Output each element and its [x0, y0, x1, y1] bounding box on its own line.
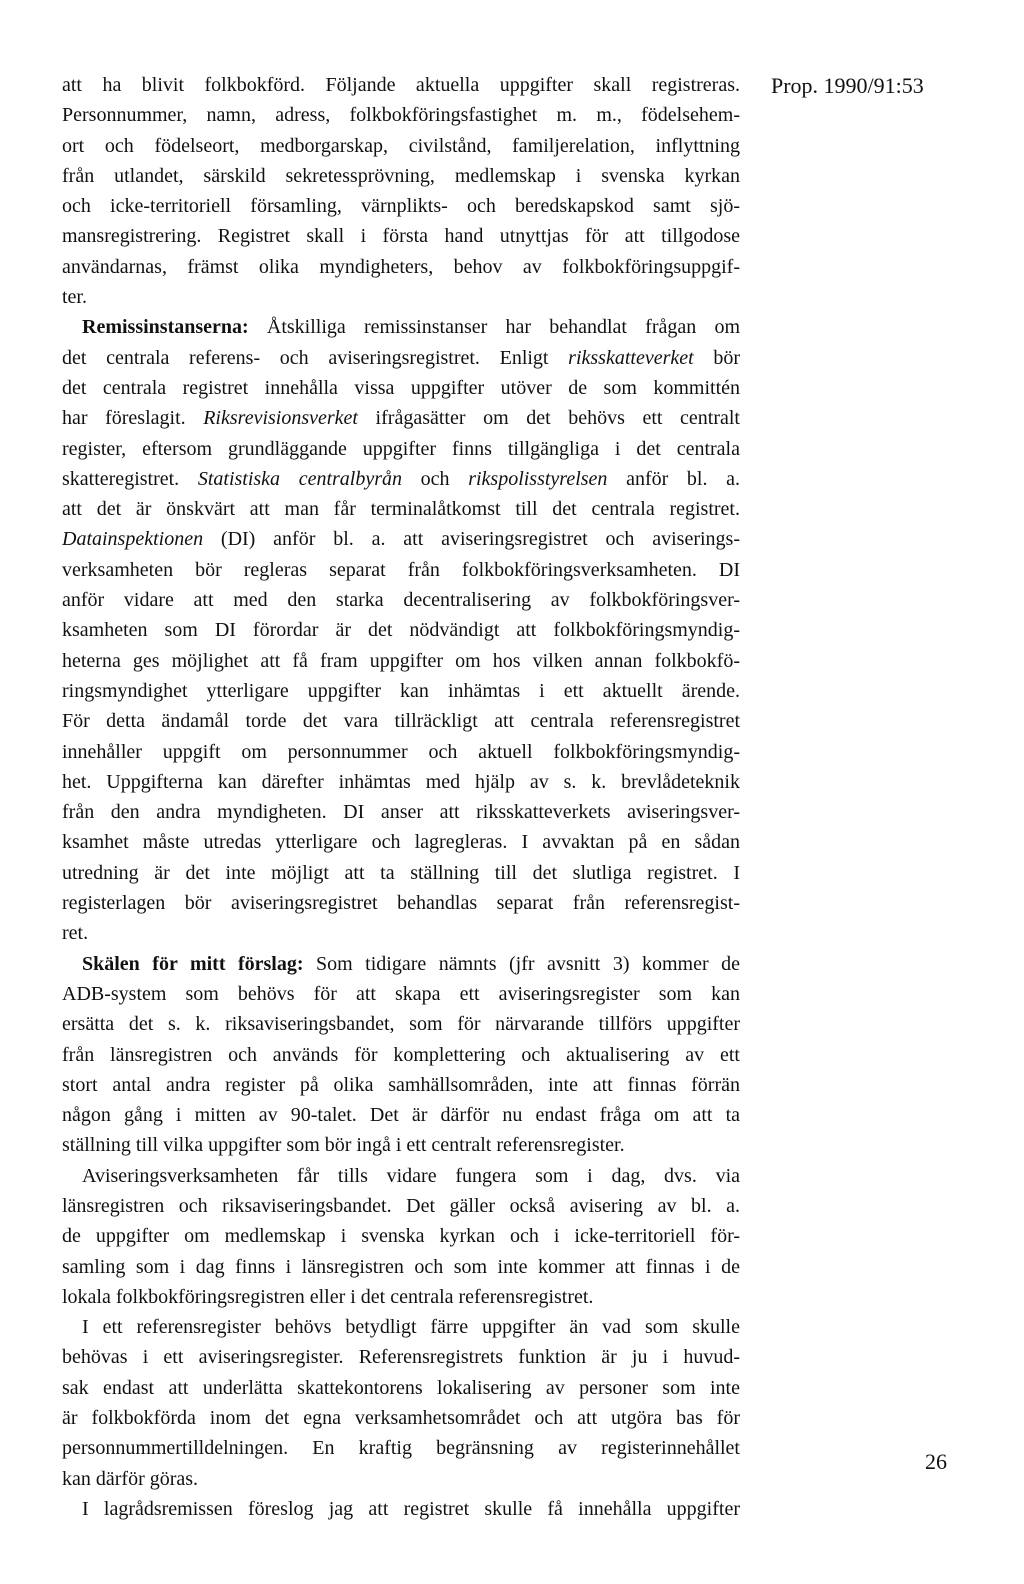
text-line: ADB-system som behövs för att skapa ett aviseringsregister som kan — [62, 982, 740, 1005]
text-line: het. Uppgifterna kan därefter inhämtas med hjälp av s. k. brevlådeteknik — [62, 770, 740, 793]
text-line: ksamheten som DI förordar är det nödvändigt att folkbokföringsmyndig- — [62, 619, 740, 642]
text-line: stort antal andra register på olika samhällsområden, inte att finnas förrän — [62, 1073, 740, 1096]
text-line: heterna ges möjlighet att få fram uppgifter om hos vilken annan folkbokfö- — [62, 649, 740, 672]
text-line: skatteregistret. Statistiska centralbyrån och rikspolisstyrelsen anför bl. a. — [62, 467, 740, 490]
text-line: ställning till vilka uppgifter som bör ingå i ett centralt referensregister. — [62, 1134, 625, 1157]
text-line: att ha blivit folkbokförd. Följande aktuella uppgifter skall registreras. — [62, 74, 740, 96]
text-line: att det är önskvärt att man får terminalåtkomst till det centrala registret. — [62, 498, 740, 521]
text-line: från den andra myndigheten. DI anser att riksskatteverkets aviseringsver- — [62, 801, 740, 824]
text-line: sak endast att underlätta skattekontorens lokalisering av personer som inte — [62, 1376, 740, 1399]
text-line: och icke-territoriell församling, värnplikts- och beredskapskod samt sjö- — [62, 195, 740, 218]
text-line: personnummertilldelningen. En kraftig begränsning av registerinnehållet — [62, 1437, 740, 1460]
text-line: I lagrådsremissen föreslog jag att registret skulle få innehålla uppgifter — [82, 1497, 740, 1520]
proposition-reference: Prop. 1990/91:53 — [771, 73, 924, 98]
text-line: de uppgifter om medlemskap i svenska kyrkan och i icke-territoriell för- — [62, 1225, 740, 1248]
text-line: innehåller uppgift om personnummer och aktuell folkbokföringsmyndig- — [62, 740, 740, 763]
text-line: ringsmyndighet ytterligare uppgifter kan inhämtas i ett aktuellt ärende. — [62, 679, 740, 702]
text-line: någon gång i mitten av 90-talet. Det är därför nu endast fråga om att ta — [62, 1104, 740, 1127]
text-line: användarnas, främst olika myndigheters, behov av folkbokföringsuppgif- — [62, 255, 740, 278]
text-line: ksamhet måste utredas ytterligare och lagregleras. I avvaktan på en sådan — [62, 831, 740, 854]
text-line: I ett referensregister behövs betydligt färre uppgifter än vad som skulle — [82, 1316, 740, 1339]
text-line: register, eftersom grundläggande uppgifter finns tillgängliga i det centrala — [62, 437, 740, 460]
text-line: är folkbokförda inom det egna verksamhetsområdet och att utgöra bas för — [62, 1407, 740, 1430]
text-line: mansregistrering. Registret skall i första hand utnyttjas för att tillgodose — [62, 225, 740, 248]
text-line: ret. — [62, 922, 89, 945]
text-line: ort och födelseort, medborgarskap, civilstånd, familjerelation, inflyttning — [62, 134, 740, 157]
text-line: från länsregistren och används för komplettering och aktualisering av ett — [62, 1043, 740, 1066]
text-line: ter. — [62, 286, 87, 309]
text-line: anför vidare att med den starka decentralisering av folkbokföringsver- — [62, 589, 740, 612]
text-line: utredning är det inte möjligt att ta ställning till det slutliga registret. I — [62, 861, 740, 884]
text-line: från utlandet, särskild sekretessprövning, medlemskap i svenska kyrkan — [62, 164, 740, 187]
text-line: behövas i ett aviseringsregister. Referensregistrets funktion är ju i huvud- — [62, 1346, 740, 1369]
text-line: Datainspektionen (DI) anför bl. a. att aviseringsregistret och aviserings- — [62, 528, 740, 551]
text-line: Skälen för mitt förslag: Som tidigare nämnts (jfr avsnitt 3) kommer de — [82, 952, 740, 975]
body-text — [62, 70, 740, 1524]
text-line: Aviseringsverksamheten får tills vidare fungera som i dag, dvs. via — [82, 1164, 740, 1187]
text-line: Remissinstanserna: Åtskilliga remissinstanser har behandlat frågan om — [82, 316, 740, 339]
text-line: Personnummer, namn, adress, folkbokföringsfastighet m. m., födelsehem- — [62, 104, 740, 127]
text-line: det centrala registret innehålla vissa uppgifter utöver de som kommittén — [62, 376, 740, 399]
text-line: det centrala referens- och aviseringsregistret. Enligt riksskatteverket bör — [62, 346, 740, 369]
text-line: har föreslagit. Riksrevisionsverket ifrågasätter om det behövs ett centralt — [62, 407, 740, 430]
text-line: För detta ändamål torde det vara tillräckligt att centrala referensregistret — [62, 710, 740, 733]
text-line: länsregistren och riksaviseringsbandet. Det gäller också avisering av bl. a. — [62, 1194, 740, 1217]
page-number: 26 — [925, 1449, 947, 1474]
text-line: samling som i dag finns i länsregistren och som inte kommer att finnas i de — [62, 1255, 740, 1278]
text-line: ersätta det s. k. riksaviseringsbandet, som för närvarande tillförs uppgifter — [62, 1013, 740, 1036]
text-line: lokala folkbokföringsregistren eller i det centrala referensregistret. — [62, 1285, 594, 1308]
text-line: kan därför göras. — [62, 1467, 199, 1490]
text-line: verksamheten bör regleras separat från folkbokföringsverksamheten. DI — [62, 558, 740, 581]
text-line: registerlagen bör aviseringsregistret behandlas separat från referensregist- — [62, 892, 740, 915]
